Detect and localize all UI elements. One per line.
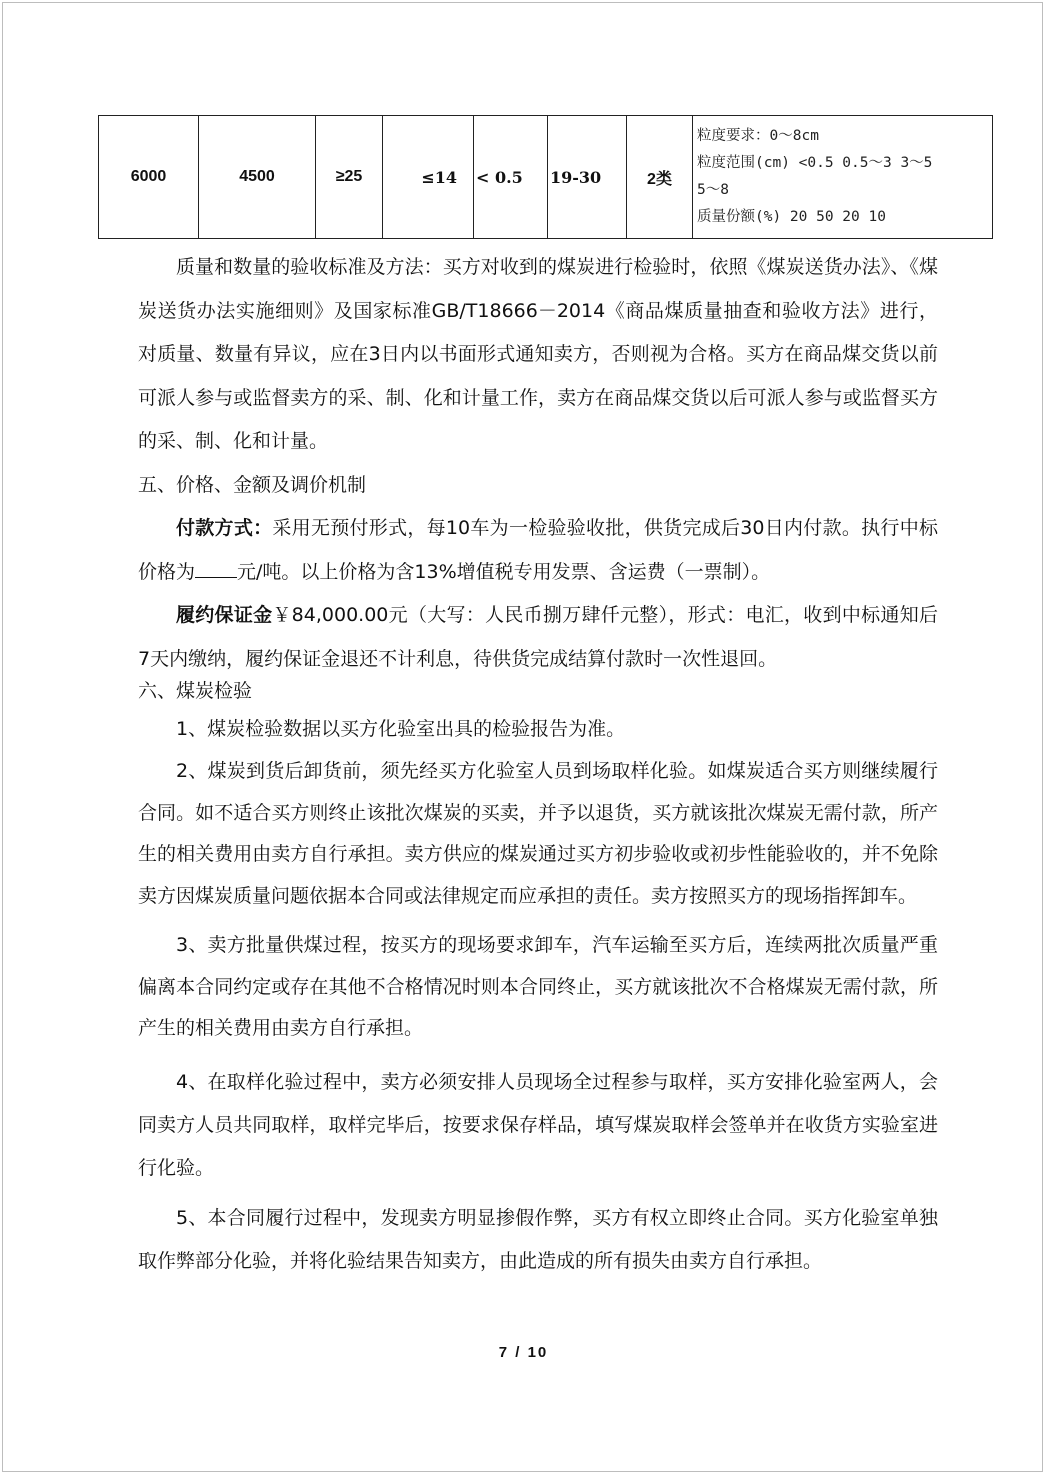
table-row (99, 116, 993, 239)
table-cell: 6000 (99, 116, 199, 239)
table-cell: ≥25 (316, 116, 383, 239)
granularity-line: 粒度范围(cm) <0.5 0.5～3 3～5 (697, 155, 933, 171)
payment-label: 付款方式： (176, 517, 273, 539)
payment-text-1: 采用无预付形式，每10车为一检验验收批，供货完成后30日内付款。执行中标价格为 (138, 517, 938, 583)
document-body (138, 246, 938, 681)
granularity-line: 质量份额(%) 20 50 20 10 (697, 209, 886, 225)
table-cell: < 0.5 (474, 116, 548, 239)
table-cell: ≤14 (383, 116, 474, 239)
coal-spec-table (98, 115, 993, 239)
payment-paragraph (138, 507, 938, 594)
section-six (138, 671, 938, 1283)
deposit-text: ￥84,000.00元（大写：人民币捌万肆仟元整），形式：电汇，收到中标通知后7天内缴纳，履约保证金退还不计利息，待供货完成结算付款时一次性退回。 (138, 604, 938, 670)
deposit-paragraph (138, 594, 938, 681)
table-cell: 2类 (627, 116, 693, 239)
granularity-cell (693, 116, 993, 239)
table-cell: 4500 (199, 116, 316, 239)
granularity-line: 5～8 (697, 182, 729, 198)
acceptance-paragraph: 质量和数量的验收标准及方法：买方对收到的煤炭进行检验时，依照《煤炭送货办法》、《煤炭送货办法实施细则》及国家标准GB/T18666－2014《商品煤质量抽查和验收方法》进行，对质量、数量有异议，应在3日内以书面形式通知卖方，否则视为合格。买方在商品煤交货以前可派人参与或监督卖方的采、制、化和计量工作，卖方在商品煤交货以后可派人参与或监督买方的采、制、化和计量。 (138, 256, 938, 452)
inspection-item-4: 4、在取样化验过程中，卖方必须安排人员现场全过程参与取样，买方安排化验室两人，会同卖方人员共同取样，取样完毕后，按要求保存样品，填写煤炭取样会签单并在收货方实验室进行化验。 (138, 1070, 938, 1179)
inspection-item-2: 2、煤炭到货后卸货前，须先经买方化验室人员到场取样化验。如煤炭适合买方则继续履行合同。如不适合买方则终止该批次煤炭的买卖，并予以退货，买方就该批次煤炭无需付款，所产生的相关费用由卖方自行承担。卖方供应的煤炭通过买方初步验收或初步性能验收的，并不免除卖方因煤炭质量问题依据本合同或法律规定而应承担的责任。卖方按照买方的现场指挥卸车。 (138, 760, 938, 907)
inspection-item-1: 1、煤炭检验数据以买方化验室出具的检验报告为准。 (176, 718, 626, 740)
table-cell: 19-30 (548, 116, 627, 239)
payment-text-2: 元/吨。以上价格为含13%增值税专用发票、含运费（一票制）。 (237, 560, 771, 583)
granularity-line: 粒度要求：0～8cm (697, 128, 819, 144)
deposit-label: 履约保证金 (176, 604, 273, 626)
section-heading-inspection: 六、煤炭检验 (138, 680, 253, 702)
inspection-item-5: 5、本合同履行过程中，发现卖方明显掺假作弊，买方有权立即终止合同。买方化验室单独取作弊部分化验，并将化验结果告知卖方，由此造成的所有损失由卖方自行承担。 (138, 1206, 938, 1272)
section-heading-price: 五、价格、金额及调价机制 (138, 473, 367, 496)
inspection-item-3: 3、卖方批量供煤过程，按买方的现场要求卸车，汽车运输至买方后，连续两批次质量严重偏离本合同约定或存在其他不合格情况时则本合同终止，买方就该批次不合格煤炭无需付款，所产生的相关费用由卖方自行承担。 (138, 934, 938, 1039)
price-blank (195, 577, 237, 578)
page-number: 7 / 10 (498, 1344, 549, 1361)
